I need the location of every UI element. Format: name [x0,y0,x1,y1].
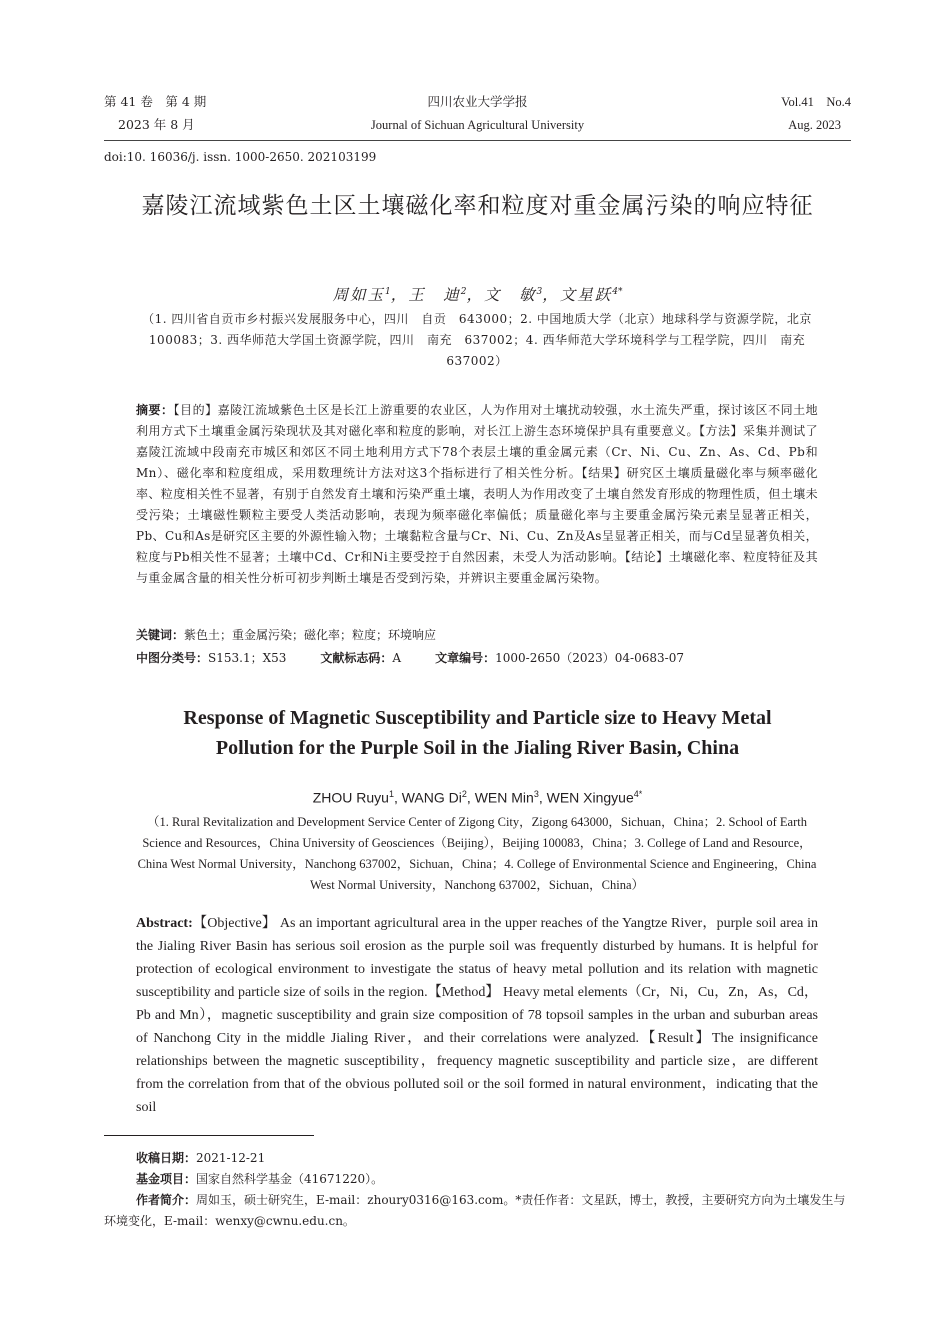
author-en-sep: , [466,789,475,806]
author-info-label: 作者简介： [136,1193,197,1207]
author-cn-sep: ， [390,286,409,304]
footnote-rule [104,1135,314,1136]
author-en-3: WEN Min [474,789,534,806]
fund-label: 基金项目： [136,1172,197,1186]
authors-cn [104,283,851,305]
abstract-cn-label: 摘要： [136,403,174,417]
header-date-en: Aug. 2023 [788,118,841,132]
author-en-4-sup: 4* [633,789,643,799]
header-volume-issue-cn: 第 41 卷 第 4 期 [104,94,207,109]
author-cn-1: 周如玉 [332,286,385,304]
author-cn-sep: ， [466,286,484,304]
header-rule [104,140,851,141]
author-cn-4: 文星跃 [559,286,613,304]
affiliation-en: （1. Rural Revitalization and Development Service Center of Zigong City，Zigong 643000，Sichuan，China；2. School of Earth Science and Resources，China University of Geosciences（Beijing），Beijing 100083，China；3. College of Land and Resource，China West Normal University，Nanchong 637002，Sichuan，China；4. College of Environmental Science and Engineering，China West Normal University，Nanchong 637002，Sichuan，China） [137,815,817,892]
footnote-fund [104,1169,851,1190]
doi: doi:10. 16036/j. issn. 1000-2650. 202103199 [104,150,377,164]
doc-code-label: 文献标志码： [320,651,393,665]
author-en-1: ZHOU Ruyu [312,789,389,806]
author-cn-1-sup: 1 [384,286,391,297]
abstract-en-text: 【Objective】 As an important agricultural area in the upper reaches of the Yangtze River，purple soil area in the Jialing River Basin has serious soil erosion as the purple soil was frequently disturbed by humans. It is helpful for protection of ecological environment to investigate the status of heavy metal pollution and its relation with magnetic susceptibility and particle size of soils in the region.【Method】 Heavy metal elements（Cr，Ni，Cu，Zn，As，Cd，Pb and Mn），magnetic susceptibility and grain size composition of 78 topsoil samples in the urban and suburban areas of Nanchong City in the middle Jialing River，and their correlations were analyzed.【Result】The insignificance relationships between the magnetic susceptibility，frequency magnetic susceptibility and particle size，are different from the correlation from that of the obvious polluted soil or the soil formed in natural environment，indicating that the soil [136,916,818,1115]
header-volume-issue-en: Vol.41 No.4 [781,95,851,109]
abstract-en-label: Abstract: [136,916,193,931]
author-en-sep: , [538,789,547,806]
article-number-value: 1000-2650（2023）04-0683-07 [495,651,684,665]
fund-value: 国家自然科学基金（41671220）。 [196,1172,384,1186]
author-info-value: 周如玉，硕士研究生，E-mail：zhoury0316@163.com。*责任作者：文星跃，博士，教授，主要研究方向为土壤发生与环境变化，E-mail：wenxy@cwnu.edu.cn。 [104,1193,846,1228]
received-value: 2021-12-21 [196,1151,266,1165]
author-en-2-sup: 2 [461,789,467,799]
abstract-cn [136,400,818,589]
author-cn-2-sup: 2 [460,286,467,297]
author-en-4: WEN Xingyue [546,789,634,806]
author-en-3-sup: 3 [533,789,539,799]
title-cn [104,188,851,224]
classification-line [136,648,818,669]
authors-en [104,789,851,806]
title-en-text: Response of Magnetic Susceptibility and Particle size to Heavy Metal Pollution for the Purple Soil in the Jialing River Basin, China [183,707,772,759]
keywords-cn-text: 紫色土；重金属污染；磁化率；粒度；环境响应 [184,628,437,642]
header-journal-cn: 四川农业大学学报 [427,94,528,109]
author-cn-4-sup: 4* [612,286,623,297]
header-journal-en: Journal of Sichuan Agricultural University [370,118,585,132]
clc-value: S153.1；X53 [208,651,287,665]
author-en-1-sup: 1 [388,789,394,799]
abstract-en [136,912,818,1119]
keywords-cn-label: 关键词： [136,628,185,642]
author-en-2: WANG Di [401,789,462,806]
title-en [104,703,851,763]
footnote-received [104,1148,851,1169]
abstract-cn-text: 【目的】嘉陵江流域紫色土区是长江上游重要的农业区，人为作用对土壤扰动较强，水土流失严重，探讨该区不同土地利用方式下土壤重金属污染现状及其对磁化率和粒度的影响，对长江上游生态环境保护具有重要意义。【方法】采集并测试了嘉陵江流域中段南充市城区和郊区不同土地利用方式下78个表层土壤的重金属元素（Cr、Ni、Cu、Zn、As、Cd、Pb和Mn）、磁化率和粒度组成，采用数理统计方法对这3个指标进行了相关性分析。【结果】研究区土壤质量磁化率与频率磁化率、粒度相关性不显著，有别于自然发育土壤和污染严重土壤，表明人为作用改变了土壤自然发育形成的物理性质，但土壤未受污染；土壤磁性颗粒主要受人类活动影响，表现为频率磁化率偏低；质量磁化率与主要重金属污染元素呈显著正相关，Pb、Cu和As是研究区主要的外源性输入物；土壤黏粒含量与Cr、Ni、Cu、Zn及As呈显著正相关，而与Cd呈显著负相关，粒度与Pb相关性不显著；土壤中Cd、Cr和Ni主要受控于自然因素，未受人为活动影响。【结论】土壤磁化率、粒度特征及其与重金属含量的相关性分析可初步判断土壤是否受到污染，并辨识主要重金属污染物。 [136,403,819,585]
footnote-author [104,1190,851,1232]
received-label: 收稿日期： [136,1151,197,1165]
author-cn-2: 王 迪 [408,286,461,304]
author-cn-3: 文 敏 [484,286,537,304]
clc-label: 中图分类号： [136,651,209,665]
header-date-cn: 2023 年 8 月 [118,117,195,132]
article-number-label: 文章编号： [435,651,496,665]
title-cn-text: 嘉陵江流域紫色土区土壤磁化率和粒度对重金属污染的响应特征 [141,193,814,219]
affiliation-cn: （1. 四川省自贡市乡村振兴发展服务中心，四川 自贡 643000；2. 中国地质大学（北京）地球科学与资源学院，北京 100083；3. 西华师范大学国土资源学院，四川 南充 637002；4. 西华师范大学环境科学与工程学院，四川 南充 637002） [142,312,825,368]
keywords-cn [136,625,818,646]
author-cn-sep: ， [542,286,560,304]
author-en-sep: , [393,789,402,806]
author-cn-3-sup: 3 [536,286,543,297]
doc-code-value: A [392,651,402,665]
